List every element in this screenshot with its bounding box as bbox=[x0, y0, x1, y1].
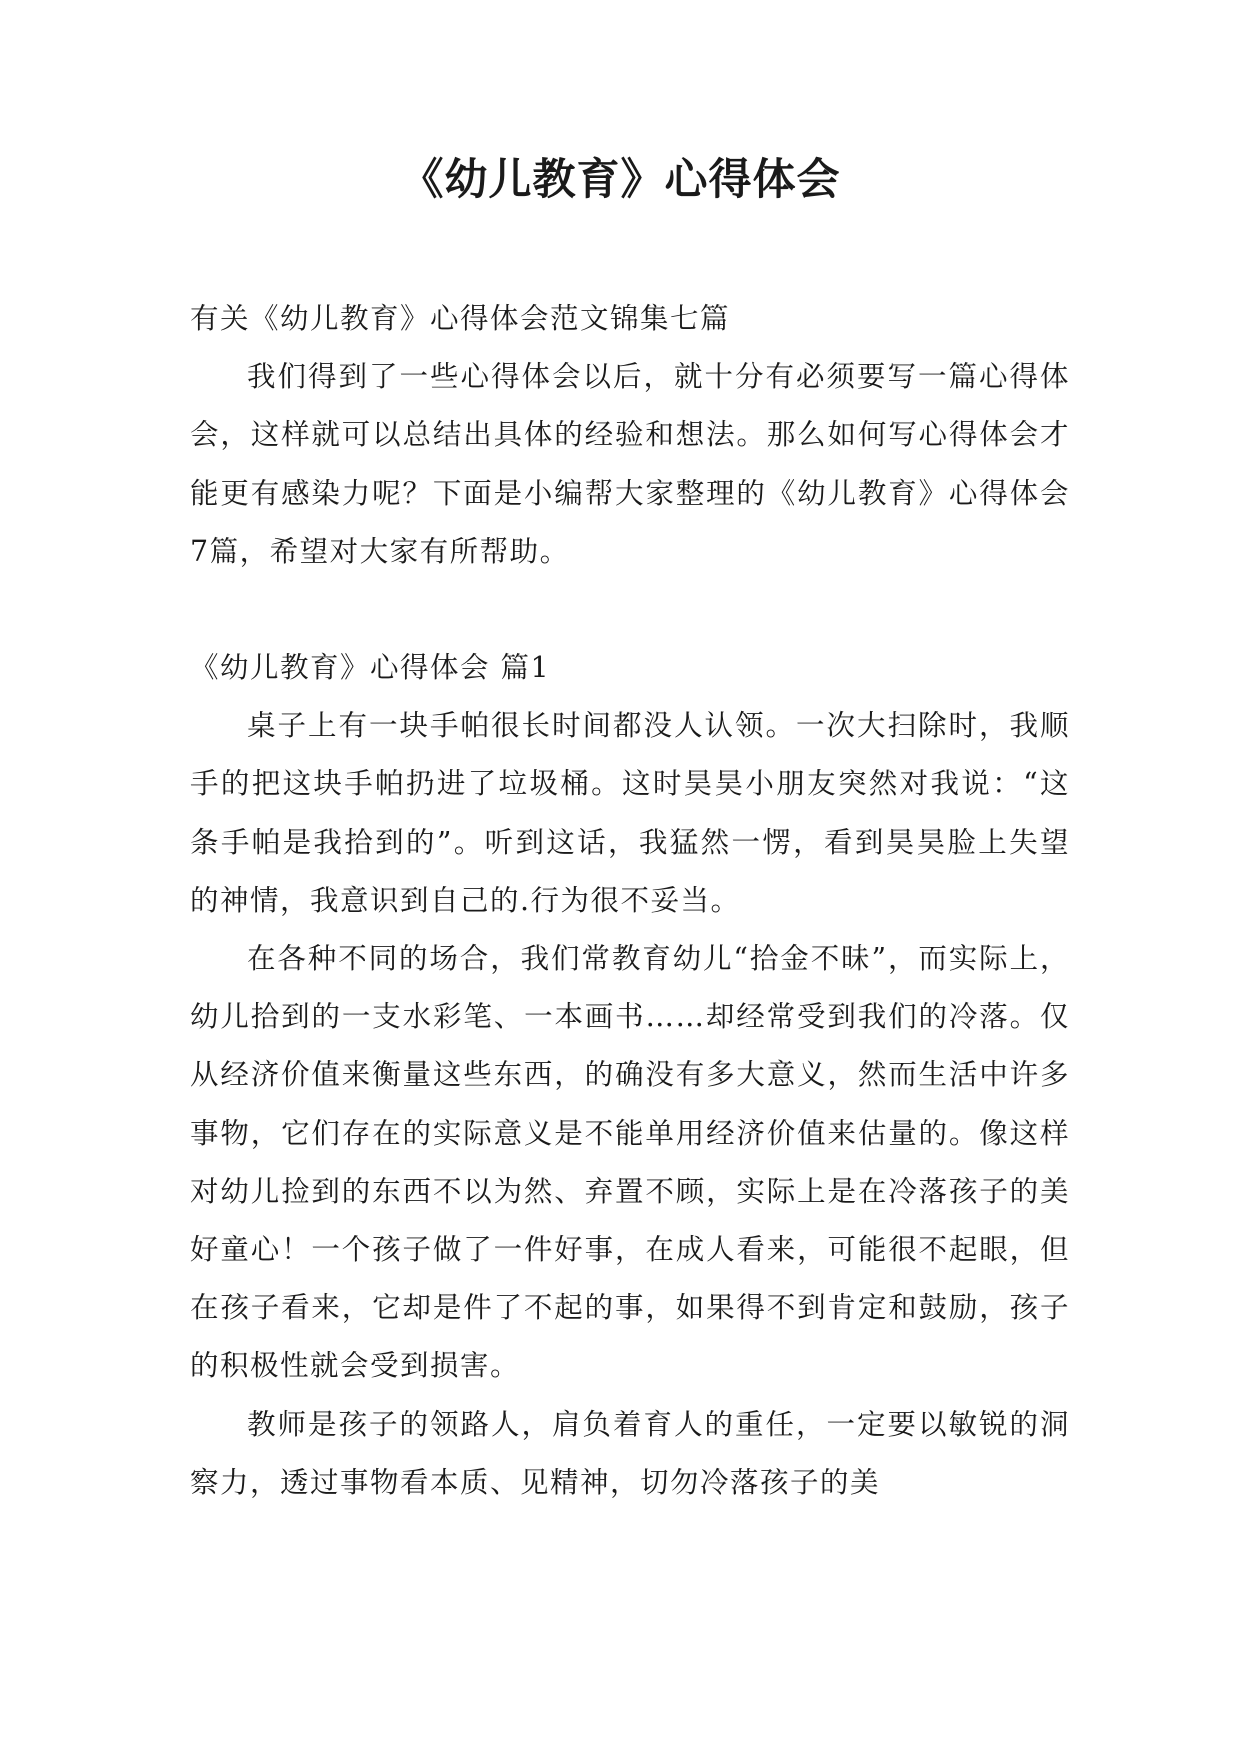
section-heading: 《幼儿教育》心得体会 篇1 bbox=[190, 651, 551, 685]
document-title: 《幼儿教育》心得体会 bbox=[400, 155, 841, 205]
body-paragraph: 桌子上有一块手帕很长时间都没人认领。一次大扫除时，我顺手的把这块手帕扔进了垃圾桶。这时昊昊小朋友突然对我说：“这条手帕是我拾到的”。听到这话，我猛然一愣，看到昊昊脸上失望的神情，我意识到自己的.行为很不妥当。 bbox=[190, 709, 1070, 917]
body-paragraph: 在各种不同的场合，我们常教育幼儿“拾金不昧”，而实际上，幼儿拾到的一支水彩笔、一本画书……却经常受到我们的冷落。仅从经济价值来衡量这些东西，的确没有多大意义，然而生活中许多事物，它们存在的实际意义是不能单用经济价值来估量的。像这样对幼儿捡到的东西不以为然、弃置不顾，实际上是在冷落孩子的美好童心！一个孩子做了一件好事，在成人看来，可能很不起眼，但在孩子看来，它却是件了不起的事，如果得不到肯定和鼓励，孩子的积极性就会受到损害。 bbox=[190, 942, 1070, 1383]
intro-paragraph: 我们得到了一些心得体会以后，就十分有必须要写一篇心得体会，这样就可以总结出具体的经验和想法。那么如何写心得体会才能更有感染力呢？下面是小编帮大家整理的《幼儿教育》心得体会7篇，希望对大家有所帮助。 bbox=[190, 360, 1070, 568]
body-paragraph: 教师是孩子的领路人，肩负着育人的重任，一定要以敏锐的洞察力，透过事物看本质、见精神，切勿冷落孩子的美 bbox=[190, 1407, 1070, 1499]
document-body bbox=[190, 290, 1070, 1512]
document-subtitle: 有关《幼儿教育》心得体会范文锦集七篇 bbox=[190, 302, 731, 335]
